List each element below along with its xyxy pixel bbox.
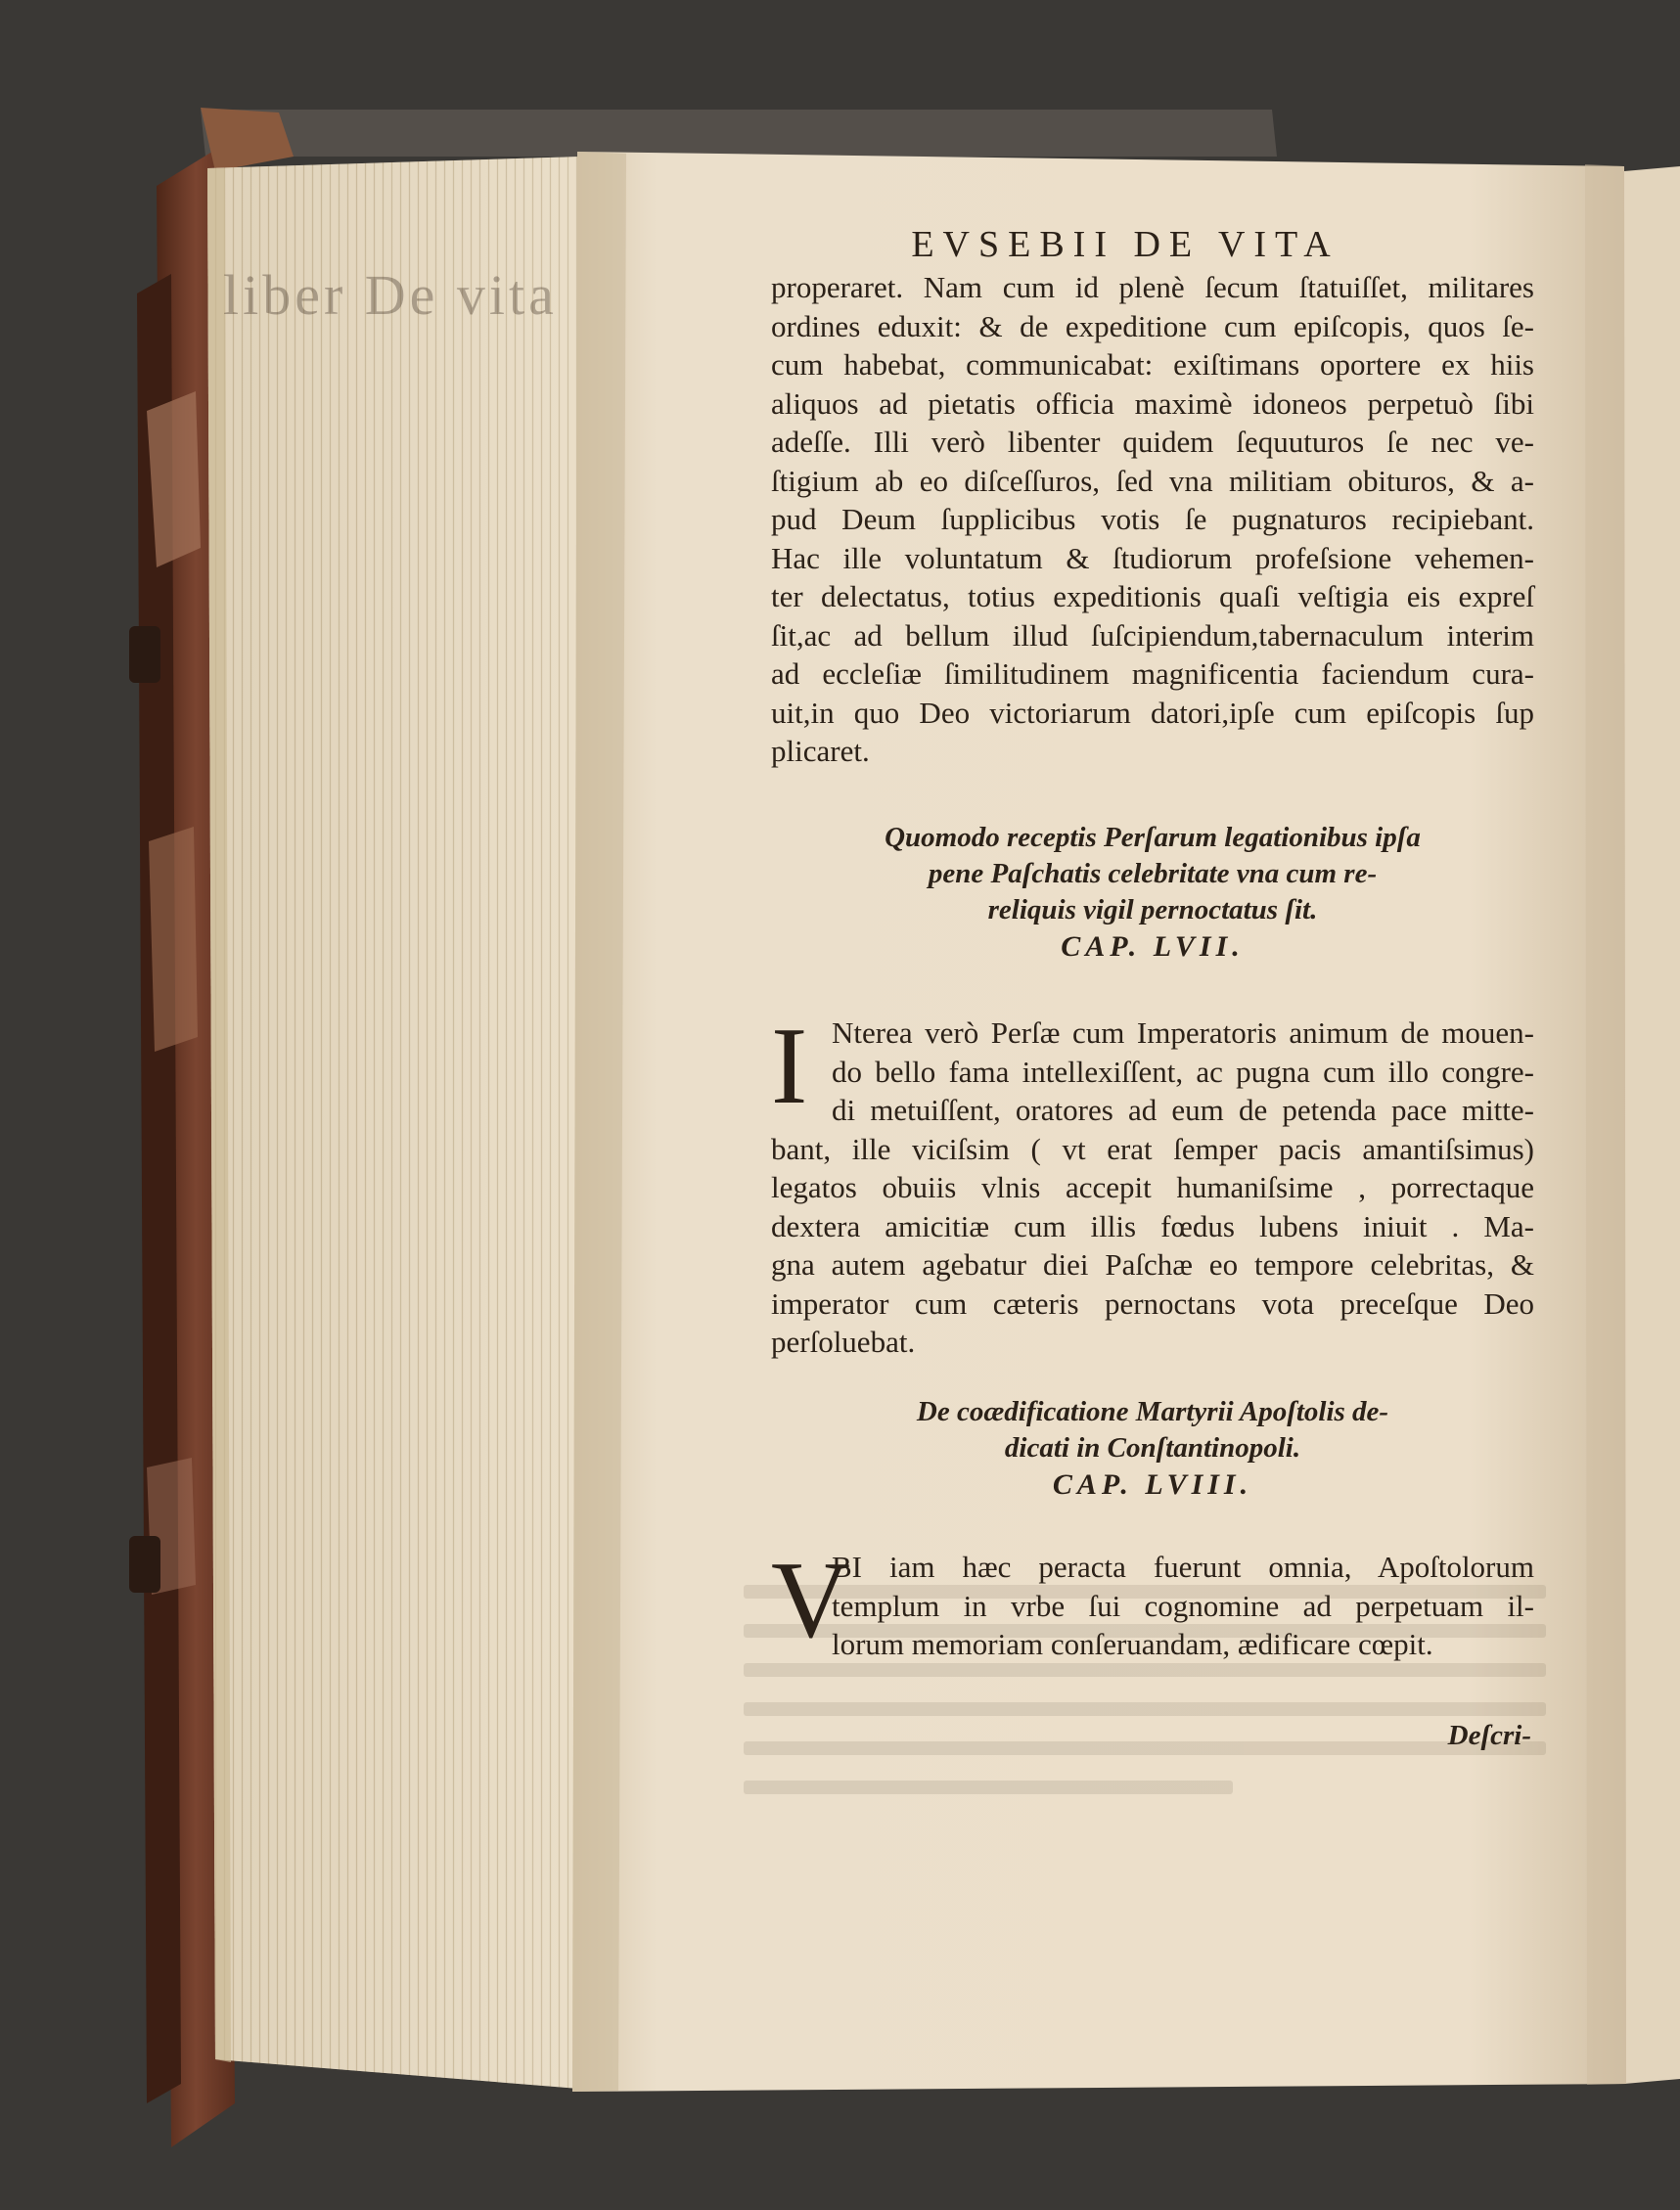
text-line: adeſſe. Illi verò libenter quidem ſequuturos ſe nec ve- (771, 425, 1534, 459)
catchword: Deſcri- (1447, 1720, 1531, 1751)
section-3-body (771, 1540, 1534, 1664)
text-line: bant, ille viciſsim ( vt erat ſemper pacis amantiſsimus) (771, 1131, 1534, 1166)
clasp-top (129, 626, 160, 683)
next-page-edge (1624, 166, 1680, 2084)
drop-cap: V (771, 1540, 850, 1661)
text-line: plicaret. (771, 734, 870, 768)
text-line: Hac ille voluntatum & ſtudiorum profeſsione vehemen- (771, 540, 1534, 575)
text-line: ſit,ac ad bellum illud ſuſcipiendum,tabernaculum interim (771, 617, 1534, 653)
text-line: imperator cum cæteris pernoctans vota preceſque Deo (771, 1285, 1534, 1321)
text-line: Nterea verò Perſæ cum Imperatoris animum de mouen- (832, 1015, 1534, 1050)
chapter-number: CAP. LVIII. (1052, 1468, 1253, 1501)
text-line: cum habebat, communicabat: exiſtimans oportere ex hiis (771, 347, 1534, 382)
text-line: ſtigium ab eo diſceſſuros, ſed vna militiam obituros, & a- (771, 463, 1534, 498)
text-line: uit,in quo Deo victoriarum datori,ipſe cum epiſcopis ſup (771, 695, 1534, 730)
text-line: properaret. Nam cum id plenè ſecum ſtatuiſſet, militares (771, 270, 1534, 304)
text-line: pud Deum ſupplicibus votis ſe pugnaturos recipiebant. (771, 502, 1534, 536)
text-line: dextera amicitiæ cum illis fœdus lubens iniuit . Ma- (771, 1208, 1534, 1243)
spine-ghost-text: liber De vita (223, 263, 558, 327)
running-head: EVSEBII DE VITA (911, 224, 1339, 265)
text-line: lorum memoriam conſeruandam, ædificare cœpit. (832, 1627, 1433, 1661)
section-1-body (771, 268, 1534, 771)
chapter-heading-57 (771, 820, 1534, 965)
heading-line: pene Paſchatis celebritate vna cum re- (928, 858, 1378, 889)
text-line: BI iam hæc peracta fuerunt omnia, Apoſtolorum (832, 1550, 1534, 1584)
text-line: ordines eduxit: & de expeditione cum epiſcopis, quos ſe- (771, 308, 1534, 343)
text-line: gna autem agebatur diei Paſchæ eo tempore celebritas, & (771, 1247, 1534, 1282)
text-line: perſoluebat. (771, 1325, 916, 1359)
chapter-number: CAP. LVII. (1061, 930, 1245, 963)
heading-line: dicati in Conſtantinopoli. (1004, 1432, 1301, 1464)
text-line: templum in vrbe ſui cognomine ad perpetuam il- (832, 1588, 1534, 1623)
text-line: aliquos ad pietatis officia maximè idoneos perpetuò ſibi (771, 385, 1534, 421)
heading-line: De coædificatione Martyrii Apoſtolis de- (916, 1396, 1389, 1427)
clasp-bottom (129, 1536, 160, 1593)
chapter-heading-58 (771, 1394, 1534, 1503)
text-line: do bello fama intellexiſſent, ac pugna cum illo congre- (832, 1054, 1534, 1089)
text-line: di metuiſſent, oratores ad eum de petenda pace mitte- (832, 1093, 1534, 1127)
text-line: legatos obuiis vlnis accepit humaniſsime , porrectaque (771, 1170, 1534, 1204)
heading-line: Quomodo receptis Perſarum legationibus ipſa (885, 822, 1421, 853)
text-line: ter delectatus, totius expeditionis quaſi veſtigia eis expreſ (771, 579, 1534, 613)
text-line: ad eccleſiæ ſimilitudinem magnificentia faciendum cura- (771, 656, 1534, 691)
section-2-body (771, 1006, 1534, 1362)
board-top (201, 110, 1277, 157)
heading-line: reliquis vigil pernoctatus ſit. (987, 894, 1318, 925)
drop-cap: I (771, 1006, 808, 1127)
